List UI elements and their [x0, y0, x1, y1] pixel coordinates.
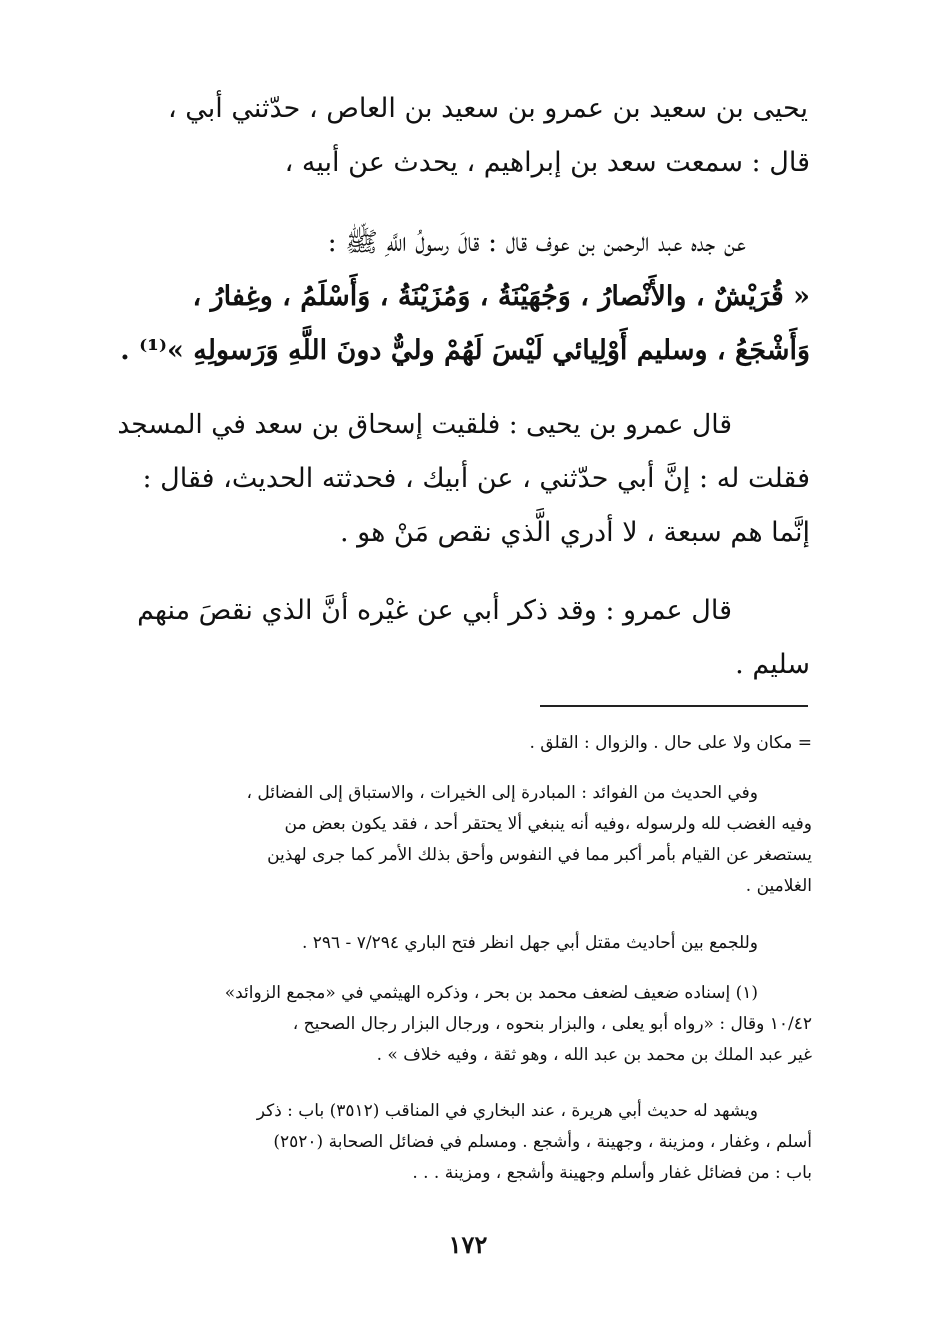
text-line: قال عمرو بن يحيى : فلقيت إسحاق بن سعد في المسجد [117, 409, 732, 440]
hadith-text-line: « قُرَيْشٌ ، والأَنْصارُ ، وَجُهَيْنَةُ ، وَمُزَيْنَةُ ، وَأَسْلَمُ ، وغِفارُ ، [192, 281, 810, 312]
footnote-line: وفيه الغضب لله ولرسوله ،وفيه أنه ينبغي ألا يحتقر أحد ، فقد يكون بعض من [284, 814, 812, 834]
footnote-1-isnad [100, 978, 812, 1071]
footnote-supporting-narrations [100, 1096, 812, 1189]
text-line: عن جده عبد الرحمن بن عوف قال : قالَ رسولُ اللَّهِ ﷺ : [327, 227, 746, 258]
footnote-line: وفي الحديث من الفوائد : المبادرة إلى الخيرات ، والاستباق إلى الفضائل ، [246, 783, 758, 803]
footnote-line: ويشهد له حديث أبي هريرة ، عند البخاري في المناقب (٣٥١٢) باب : ذكر [256, 1101, 758, 1121]
paragraph-amr-note [110, 584, 810, 692]
footnote-continuation [100, 728, 812, 759]
footnote-line: وللجمع بين أحاديث مقتل أبي جهل انظر فتح الباري ٧/٢٩٤ - ٢٩٦ . [301, 933, 758, 953]
footnote-fath-reference [100, 928, 812, 959]
page-number: ١٧٢ [448, 1230, 488, 1259]
footnote-line: الغلامين . [745, 876, 812, 896]
footnote-line: باب : من فضائل غفار وأسلم وجهينة وأشجع ، ومزينة . . . [412, 1163, 812, 1183]
paragraph-amr-report [110, 398, 810, 560]
footnote-benefits [100, 778, 812, 902]
footnote-separator [540, 705, 808, 707]
footnote-line: = مكان ولا على حال . والزوال : القلق . [529, 733, 812, 753]
footnote-line: (١) إسناده ضعيف لضعف محمد بن بحر ، وذكره الهيثمي في «مجمع الزوائد» [224, 983, 758, 1003]
footnote-line: غير عبد الملك بن محمد بن عبد الله ، وهو ثقة ، وفيه خلاف » . [376, 1045, 812, 1065]
footnote-line: يستصغر عن القيام بأمر أكبر مما في النفوس وأحق بذلك الأمر كما جرى لهذين [267, 845, 812, 865]
text-line: إنَّما هم سبعة ، لا أدري الَّذي نقص مَنْ هو . [339, 517, 810, 548]
hadith-text-line: وَأَشْجَعُ ، وسليم أَوْلِيائي لَيْسَ لَهُمْ وليٌّ دونَ اللَّهِ وَرَسولِهِ »⁽¹⁾ . [120, 335, 810, 366]
footnote-line: ١٠/٤٢ وقال : «رواه أبو يعلى ، والبزار بنحوه ، ورجال البزار رجال الصحيح ، [292, 1014, 812, 1034]
footnote-line: أسلم ، وغفار ، ومزينة ، وجهينة ، وأشجع . ومسلم في فضائل الصحابة (٢٥٢٠) [273, 1132, 812, 1152]
text-line: يحيى بن سعيد بن عمرو بن سعيد بن العاص ، حدّثني أبي ، [167, 93, 808, 124]
paragraph-hadith [110, 216, 810, 378]
text-line: قال : سمعت سعد بن إبراهيم ، يحدث عن أبيه ، [284, 147, 810, 178]
paragraph-isnad [110, 82, 810, 190]
text-line: سليم . [735, 649, 810, 680]
text-line: قال عمرو : وقد ذكر أبي عن غيْره أنَّ الذي نقصَ منهم [137, 595, 732, 626]
text-line: فقلت له : إنَّ أبي حدّثني ، عن أبيك ، فحدثته الحديث، فقال : [142, 463, 810, 494]
